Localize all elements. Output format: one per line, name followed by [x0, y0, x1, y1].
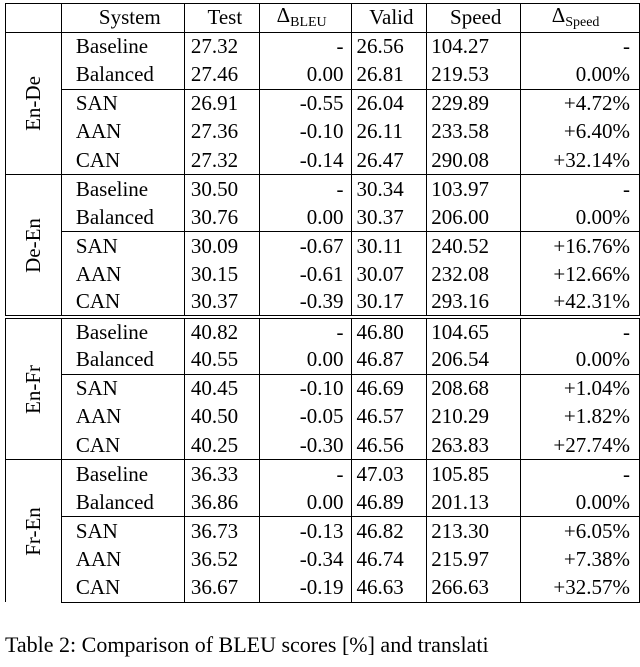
cell-delta-bleu: 0.00: [259, 346, 352, 375]
cell-test: 27.32: [184, 32, 259, 61]
table-row: [6, 289, 640, 318]
cell-test: 36.33: [184, 460, 259, 489]
cell-system: Balanced: [61, 203, 184, 232]
header-row: [6, 4, 640, 33]
cell-delta-bleu: -0.13: [259, 517, 352, 546]
table-row: [6, 488, 640, 517]
cell-delta-bleu: -0.55: [259, 89, 352, 118]
language-pair-label: [6, 460, 62, 603]
cell-test: 30.09: [184, 232, 259, 261]
table-row: [6, 118, 640, 147]
cell-delta-speed: 0.00%: [521, 61, 640, 90]
header-system: System: [61, 4, 184, 33]
table-row: [6, 545, 640, 574]
cell-valid: 47.03: [352, 460, 427, 489]
table-row: [6, 232, 640, 261]
cell-system: SAN: [61, 374, 184, 403]
table-row: [6, 260, 640, 289]
cell-valid: 26.47: [352, 146, 427, 175]
cell-system: Baseline: [61, 32, 184, 61]
results-table: [5, 3, 640, 603]
cell-speed: 215.97: [427, 545, 521, 574]
cell-speed: 208.68: [427, 374, 521, 403]
cell-speed: 103.97: [427, 175, 521, 204]
table-row: [6, 460, 640, 489]
cell-system: CAN: [61, 574, 184, 603]
cell-test: 36.52: [184, 545, 259, 574]
cell-delta-speed: +6.40%: [521, 118, 640, 147]
cell-delta-bleu: -0.61: [259, 260, 352, 289]
cell-delta-speed: +32.57%: [521, 574, 640, 603]
cell-system: CAN: [61, 146, 184, 175]
cell-delta-bleu: -0.30: [259, 431, 352, 460]
cell-system: AAN: [61, 260, 184, 289]
table-row: [6, 317, 640, 346]
cell-delta-bleu: -0.34: [259, 545, 352, 574]
cell-delta-speed: +42.31%: [521, 289, 640, 318]
cell-valid: 46.56: [352, 431, 427, 460]
cell-speed: 210.29: [427, 403, 521, 432]
cell-delta-bleu: 0.00: [259, 488, 352, 517]
cell-speed: 240.52: [427, 232, 521, 261]
cell-delta-speed: +1.82%: [521, 403, 640, 432]
cell-valid: 26.04: [352, 89, 427, 118]
table-row: [6, 574, 640, 603]
cell-speed: 105.85: [427, 460, 521, 489]
table-row: [6, 431, 640, 460]
cell-speed: 213.30: [427, 517, 521, 546]
cell-valid: 26.56: [352, 32, 427, 61]
cell-valid: 46.69: [352, 374, 427, 403]
cell-valid: 46.80: [352, 317, 427, 346]
cell-delta-bleu: -: [259, 317, 352, 346]
delta-speed-symbol: Δ: [551, 3, 566, 28]
cell-system: CAN: [61, 431, 184, 460]
cell-speed: 290.08: [427, 146, 521, 175]
cell-test: 26.91: [184, 89, 259, 118]
cell-system: Balanced: [61, 346, 184, 375]
cell-delta-bleu: -0.10: [259, 374, 352, 403]
cell-test: 40.25: [184, 431, 259, 460]
cell-delta-bleu: -: [259, 460, 352, 489]
table-row: [6, 403, 640, 432]
cell-delta-speed: -: [521, 317, 640, 346]
cell-delta-speed: +6.05%: [521, 517, 640, 546]
cell-test: 27.32: [184, 146, 259, 175]
cell-speed: 293.16: [427, 289, 521, 318]
cell-delta-bleu: -0.67: [259, 232, 352, 261]
cell-system: SAN: [61, 232, 184, 261]
cell-delta-speed: +7.38%: [521, 545, 640, 574]
cell-valid: 46.74: [352, 545, 427, 574]
cell-delta-speed: -: [521, 175, 640, 204]
language-pair-text: De-En: [20, 217, 45, 273]
language-pair-label: [6, 317, 62, 460]
cell-delta-bleu: -0.14: [259, 146, 352, 175]
cell-delta-speed: +16.76%: [521, 232, 640, 261]
cell-delta-bleu: -: [259, 175, 352, 204]
table-row: [6, 346, 640, 375]
cell-delta-speed: +1.04%: [521, 374, 640, 403]
table-caption: Table 2: Comparison of BLEU scores [%] and translati: [5, 632, 489, 657]
cell-test: 40.50: [184, 403, 259, 432]
table-row: [6, 146, 640, 175]
cell-test: 40.82: [184, 317, 259, 346]
cell-test: 27.36: [184, 118, 259, 147]
table-row: [6, 203, 640, 232]
cell-speed: 232.08: [427, 260, 521, 289]
cell-valid: 26.11: [352, 118, 427, 147]
cell-system: Baseline: [61, 175, 184, 204]
cell-test: 36.67: [184, 574, 259, 603]
language-pair-text: En-De: [20, 75, 45, 131]
table-row: [6, 517, 640, 546]
cell-delta-speed: +4.72%: [521, 89, 640, 118]
cell-test: 36.73: [184, 517, 259, 546]
cell-speed: 229.89: [427, 89, 521, 118]
header-valid: Valid: [352, 4, 427, 33]
cell-system: SAN: [61, 517, 184, 546]
cell-test: 30.37: [184, 289, 259, 318]
cell-speed: 266.63: [427, 574, 521, 603]
cell-valid: 26.81: [352, 61, 427, 90]
cell-test: 40.45: [184, 374, 259, 403]
cell-test: 30.15: [184, 260, 259, 289]
cell-delta-bleu: -0.05: [259, 403, 352, 432]
table-row: [6, 374, 640, 403]
cell-delta-bleu: 0.00: [259, 61, 352, 90]
cell-delta-bleu: -0.10: [259, 118, 352, 147]
cell-valid: 30.17: [352, 289, 427, 318]
cell-delta-speed: +27.74%: [521, 431, 640, 460]
cell-valid: 30.34: [352, 175, 427, 204]
cell-test: 30.76: [184, 203, 259, 232]
cell-test: 27.46: [184, 61, 259, 90]
cell-valid: 46.63: [352, 574, 427, 603]
cell-valid: 46.87: [352, 346, 427, 375]
cell-valid: 30.11: [352, 232, 427, 261]
cell-delta-bleu: -: [259, 32, 352, 61]
cell-delta-speed: 0.00%: [521, 203, 640, 232]
delta-bleu-symbol: Δ: [276, 3, 291, 28]
cell-system: AAN: [61, 403, 184, 432]
cell-test: 40.55: [184, 346, 259, 375]
cell-valid: 46.82: [352, 517, 427, 546]
header-lang: [6, 4, 62, 33]
cell-delta-speed: -: [521, 32, 640, 61]
cell-delta-speed: -: [521, 460, 640, 489]
cell-speed: 206.00: [427, 203, 521, 232]
cell-speed: 201.13: [427, 488, 521, 517]
cell-test: 36.86: [184, 488, 259, 517]
cell-delta-speed: +12.66%: [521, 260, 640, 289]
cell-delta-bleu: -0.19: [259, 574, 352, 603]
cell-delta-speed: +32.14%: [521, 146, 640, 175]
header-test: Test: [184, 4, 259, 33]
header-delta-bleu: [259, 4, 352, 33]
cell-delta-speed: 0.00%: [521, 346, 640, 375]
cell-test: 30.50: [184, 175, 259, 204]
table-row: [6, 89, 640, 118]
language-pair-label: [6, 175, 62, 318]
header-speed: Speed: [427, 4, 521, 33]
cell-speed: 104.65: [427, 317, 521, 346]
cell-system: SAN: [61, 89, 184, 118]
cell-system: AAN: [61, 545, 184, 574]
cell-valid: 46.89: [352, 488, 427, 517]
delta-speed-subscript: Speed: [565, 15, 600, 31]
table-row: [6, 61, 640, 90]
table-row: [6, 32, 640, 61]
cell-delta-speed: 0.00%: [521, 488, 640, 517]
cell-system: Balanced: [61, 61, 184, 90]
cell-valid: 30.07: [352, 260, 427, 289]
cell-system: CAN: [61, 289, 184, 318]
table-row: [6, 175, 640, 204]
cell-valid: 30.37: [352, 203, 427, 232]
cell-system: Baseline: [61, 317, 184, 346]
cell-speed: 263.83: [427, 431, 521, 460]
language-pair-label: [6, 32, 62, 175]
language-pair-text: En-Fr: [20, 364, 45, 414]
language-pair-text: Fr-En: [20, 506, 45, 556]
cell-speed: 206.54: [427, 346, 521, 375]
header-delta-speed: [521, 4, 640, 33]
table-body: [6, 32, 640, 602]
cell-valid: 46.57: [352, 403, 427, 432]
cell-speed: 233.58: [427, 118, 521, 147]
cell-system: Balanced: [61, 488, 184, 517]
delta-bleu-subscript: BLEU: [290, 15, 327, 31]
cell-system: AAN: [61, 118, 184, 147]
cell-speed: 104.27: [427, 32, 521, 61]
cell-speed: 219.53: [427, 61, 521, 90]
cell-system: Baseline: [61, 460, 184, 489]
cell-delta-bleu: 0.00: [259, 203, 352, 232]
cell-delta-bleu: -0.39: [259, 289, 352, 318]
